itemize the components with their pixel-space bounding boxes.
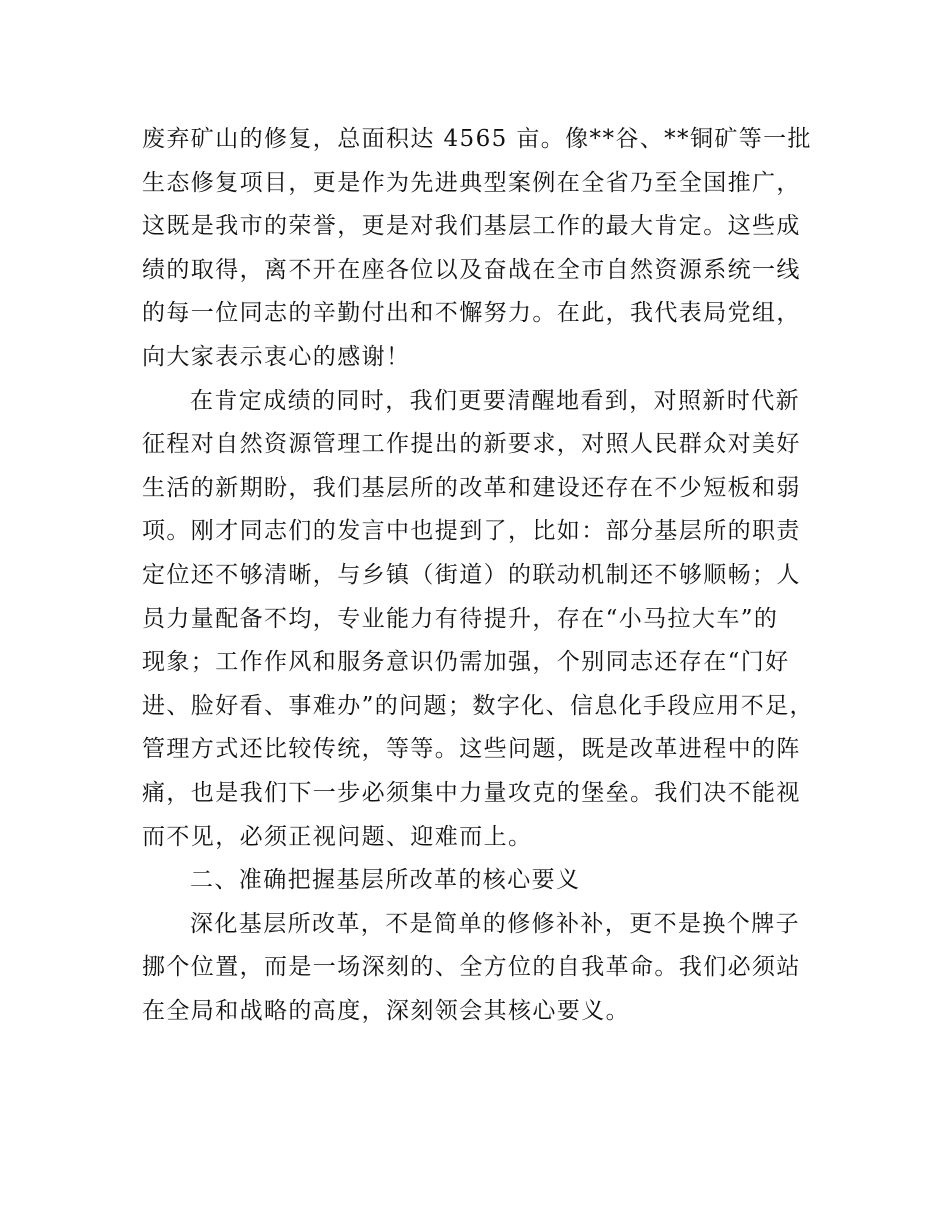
heading-text: 二、准确把握基层所改革的核心要义 [190, 867, 581, 894]
text-line: 痛，也是我们下一步必须集中力量攻克的堡垒。我们决不能视 [142, 779, 801, 806]
text-line: 向大家表示衷心的感谢！ [142, 343, 411, 370]
text-line: 员力量配备不均，专业能力有待提升，存在“小马拉大车”的 [142, 605, 779, 632]
paragraph-shortcomings [142, 380, 822, 860]
text-line: 这既是我市的荣誉，更是对我们基层工作的最大肯定。这些成 [142, 213, 801, 240]
paragraph-achievements [142, 118, 822, 380]
text-line: 废弃矿山的修复，总面积达 4565 亩。像**谷、**铜矿等一批 [142, 126, 812, 152]
text-line: 挪个位置，而是一场深刻的、全方位的自我革命。我们必须站 [142, 954, 801, 981]
text-line: 生活的新期盼，我们基层所的改革和建设还存在不少短板和弱 [142, 474, 801, 501]
text-line: 项。刚才同志们的发言中也提到了，比如：部分基层所的职责 [142, 518, 801, 545]
text-line: 生态修复项目，更是作为先进典型案例在全省乃至全国推广， [142, 169, 801, 196]
text-line: 在肯定成绩的同时，我们更要清醒地看到，对照新时代新 [190, 387, 800, 414]
text-line: 定位还不够清晰，与乡镇（街道）的联动机制还不够顺畅；人 [142, 561, 801, 588]
paragraph-core-requirements [142, 903, 822, 1034]
text-line: 深化基层所改革，不是简单的修修补补，更不是换个牌子 [190, 910, 800, 937]
text-line: 征程对自然资源管理工作提出的新要求，对照人民群众对美好 [142, 431, 801, 458]
text-line: 管理方式还比较传统，等等。这些问题，既是改革进程中的阵 [142, 736, 801, 763]
text-line: 的每一位同志的辛勤付出和不懈努力。在此，我代表局党组， [142, 300, 801, 327]
text-line: 现象；工作作风和服务意识仍需加强，个别同志还存在“门好 [142, 649, 790, 676]
section-heading [142, 859, 822, 903]
text-line: 绩的取得，离不开在座各位以及奋战在全市自然资源系统一线 [142, 256, 801, 283]
text-line: 而不见，必须正视问题、迎难而上。 [142, 823, 533, 850]
text-line: 进、脸好看、事难办”的问题；数字化、信息化手段应用不足， [142, 692, 814, 719]
text-line: 在全局和战略的高度，深刻领会其核心要义。 [142, 997, 630, 1024]
document-body [142, 118, 822, 1033]
